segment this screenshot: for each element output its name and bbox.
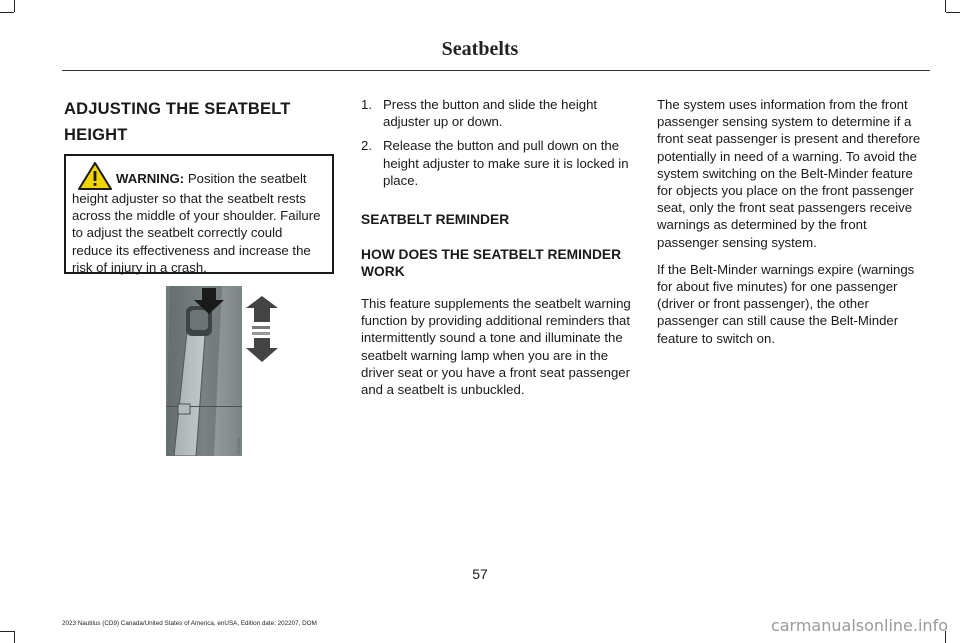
- step-text: Press the button and slide the height adjuster up or down.: [383, 97, 598, 130]
- crop-mark: [14, 0, 15, 12]
- watermark-link[interactable]: carmanualsonline.info: [770, 616, 948, 635]
- warning-triangle-icon: [78, 162, 112, 190]
- heading-line-2: HEIGHT: [64, 126, 128, 144]
- subheading-how-reminder-works: HOW DOES THE SEATBELT REMINDER WORK: [361, 247, 622, 280]
- heading-line-1: ADJUSTING THE SEATBELT: [64, 100, 291, 118]
- warning-box: [64, 154, 334, 274]
- page-title: Seatbelts: [441, 38, 519, 60]
- crop-mark: [946, 12, 960, 13]
- sensing-paragraph: The system uses information from the front passenger sensing system to determine if a front seat passenger is present and therefore potentially in need of a warning. To avoid the system switching on the Belt-Minder feature for objects you place on the front passenger seat, only the front seat passengers receive warnings as determined by the front passenger sensing system.: [657, 97, 921, 250]
- step-number: 2.: [361, 138, 372, 154]
- section-heading-seatbelt-reminder: SEATBELT REMINDER: [361, 212, 510, 228]
- left-column: [64, 96, 336, 148]
- page-number: 57: [472, 566, 488, 582]
- crop-mark: [0, 631, 14, 632]
- edition-footer: 2023 Nautilus (CD9) Canada/United States of America, enUSA, Edition date: 202207, DOM: [62, 620, 317, 627]
- adjustment-steps: [361, 96, 633, 189]
- step-text: Release the button and pull down on the height adjuster to make sure it is locked in place.: [383, 138, 629, 188]
- belt-minder-paragraph: If the Belt-Minder warnings expire (warnings for about five minutes) for one passenger (driver or front passenger), the other passenger can still cause the Belt-Minder feature to switch on.: [657, 261, 915, 346]
- warning-text: Position the seatbelt height adjuster so that the seatbelt rests across the middle of your shoulder. Failure to adjust the seatbelt correctly could reduce its effectiveness and increase the risk of injury in a crash.: [72, 171, 321, 275]
- reminder-paragraph: This feature supplements the seatbelt warning function by providing additional reminders that intermittently sound a tone and illuminate the seatbelt warning lamp when you are in the driver seat or you have a front seat passenger and a seatbelt is unbuckled.: [361, 296, 631, 398]
- middle-column: [361, 96, 633, 398]
- header-divider: [62, 70, 930, 71]
- crop-mark: [0, 12, 14, 13]
- seatbelt-height-adjuster-illustration: [166, 286, 278, 456]
- crop-mark: [14, 631, 15, 643]
- step-item: [361, 96, 633, 130]
- figure-id: E138648: [236, 437, 241, 454]
- warning-label: WARNING:: [116, 171, 185, 186]
- right-column: [657, 96, 929, 347]
- crop-mark: [945, 0, 946, 12]
- step-item: [361, 137, 633, 189]
- step-number: 1.: [361, 97, 372, 112]
- section-heading-adjusting: [64, 96, 336, 148]
